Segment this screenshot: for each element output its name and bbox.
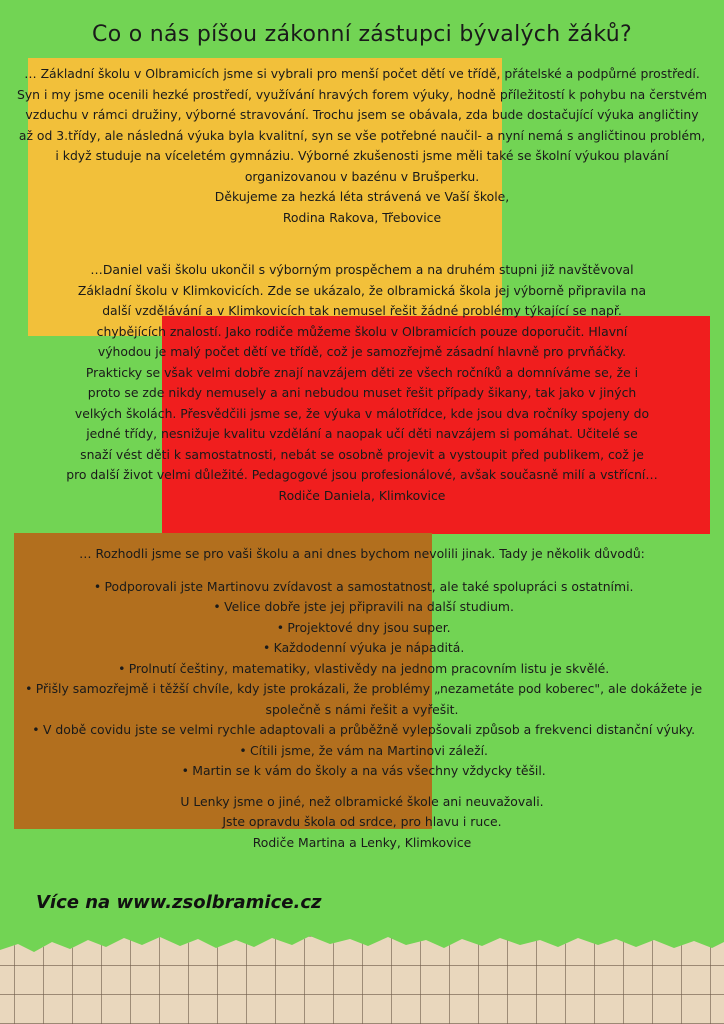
- list-item-text: Přišly samozřejmě i těžší chvíle, kdy jste prokázali, že problémy „nezametáte pod koberec", ale dokážete je společně s námi řešit a vyřešit.: [35, 681, 703, 717]
- bullet-icon: •: [263, 640, 271, 655]
- list-item-text: Velice dobře jste jej připravili na další studium.: [224, 599, 514, 614]
- text-line: Děkujeme za hezká léta strávená ve Vaší škole,: [214, 189, 510, 204]
- testimonial-martin-lenka: [4, 544, 720, 853]
- text-line: i když studuje na víceletém gymnáziu. Výborné zkušenosti jsme měli také se školní výukou plavání: [55, 148, 669, 163]
- intro-line: … Rozhodli jsme se pro vaši školu a ani dnes bychom nevolili jinak. Tady je několik důvodů:: [79, 546, 645, 561]
- website-link[interactable]: Více na www.zsolbramice.cz: [36, 892, 322, 913]
- text-line: …Daniel vaši školu ukončil s výborným prospěchem a na druhém stupni již navštěvoval: [90, 262, 634, 277]
- signature: Rodina Rakova, Třebovice: [282, 209, 442, 225]
- reasons-list: [4, 577, 720, 782]
- list-item-text: Cítili jsme, že vám na Martinovi záleží.: [250, 742, 488, 758]
- text-line: chybějících znalostí. Jako rodiče můžeme školu v Olbramicích pouze doporučit. Hlavní: [96, 323, 628, 339]
- bullet-icon: •: [25, 681, 33, 696]
- text-line: snaží vést děti k samostatnosti, nebát se osobně projevit a vystoupit před publikem, což je: [80, 446, 644, 462]
- bullet-icon: •: [181, 763, 189, 778]
- text-line: organizovanou v bazénu v Brušperku.: [244, 168, 480, 184]
- bullet-icon: •: [213, 599, 221, 614]
- bullet-icon: •: [239, 742, 247, 758]
- list-item-text: Projektové dny jsou super.: [287, 619, 451, 635]
- text-line: vzduchu v rámci družiny, výborné stravování. Trochu jsem se obávala, zda bude dostačující výuka angličtiny: [25, 107, 699, 122]
- list-item: [4, 618, 720, 639]
- list-item: [4, 679, 720, 720]
- list-item: [4, 720, 720, 741]
- list-item: [4, 597, 720, 618]
- signature: Rodiče Martina a Lenky, Klimkovice: [252, 834, 472, 850]
- list-item: [4, 577, 720, 598]
- bullet-icon: •: [32, 722, 40, 737]
- list-item: [4, 659, 720, 680]
- list-item-text: Martin se k vám do školy a na vás všechny vždycky těšil.: [192, 763, 546, 778]
- page-title: Co o nás píšou zákonní zástupci bývalých žáků?: [92, 22, 632, 47]
- list-item: [4, 761, 720, 782]
- bullet-icon: •: [93, 578, 102, 594]
- text-line: další vzdělávání a v Klimkovicích tak nemusel řešit žádné problémy týkající se např.: [102, 303, 622, 318]
- testimonial-rakova: [4, 64, 720, 228]
- bullet-icon: •: [276, 619, 285, 635]
- list-item-text: Podporovali jste Martinovu zvídavost a samostatnost, ale také spolupráci s ostatními.: [104, 578, 634, 594]
- text-line: U Lenky jsme o jiné, než olbramické škole ani neuvažovali.: [180, 793, 544, 809]
- text-line: Prakticky se však velmi dobře znají navzájem děti ze všech ročníků a domníváme se, že i: [85, 364, 639, 380]
- list-item-text: Prolnutí češtiny, matematiky, vlastivědy na jednom pracovním listu je skvělé.: [128, 660, 610, 676]
- text-line: proto se zde nikdy nemusely a ani nebudou muset řešit případy šikany, tak jako v jiných: [87, 385, 637, 400]
- text-line: Syn i my jsme ocenili hezké prostředí, využívání hravých forem výuky, hodně příležitostí k pohybu na čerstvém: [16, 86, 708, 102]
- text-line: velkých školách. Přesvědčili jsme se, že výuka v málotřídce, kde jsou dva ročníky spojeny do: [74, 405, 650, 421]
- list-item-text: V době covidu jste se velmi rychle adaptovali a průběžně vylepšovali způsob a frekvenci distanční výuky.: [42, 722, 696, 737]
- text-line: Základní školu v Klimkovicích. Zde se ukázalo, že olbramická škola jej výborně připravila na: [77, 282, 647, 298]
- list-item-text: Každodenní výuka je nápaditá.: [273, 640, 465, 655]
- bullet-icon: •: [118, 660, 126, 676]
- signature: Rodiče Daniela, Klimkovice: [278, 487, 446, 503]
- testimonial-daniel: [4, 260, 720, 506]
- text-line: až od 3.třídy, ale následná výuka byla kvalitní, syn se vše potřebné naučil- a nyní nemá s angličtinou problém,: [18, 127, 706, 143]
- list-item: [4, 741, 720, 762]
- text-line: … Základní školu v Olbramicích jsme si vybrali pro menší počet dětí ve třídě, přátelské a podpůrné prostředí.: [24, 66, 700, 81]
- text-line: výhodou je malý počet dětí ve třídě, což je samozřejmě zásadní hlavně pro prvňáčky.: [97, 344, 627, 359]
- list-item: [4, 638, 720, 659]
- text-line: Jste opravdu škola od srdce, pro hlavu i ruce.: [222, 814, 502, 829]
- text-line: pro další život velmi důležité. Pedagogové jsou profesionálové, avšak současně milí a vstřícní…: [66, 467, 658, 482]
- torn-paper-decoration: [0, 930, 724, 1024]
- text-line: jedné třídy, nesnižuje kvalitu vzdělání a naopak učí děti navzájem si pomáhat. Učitelé se: [86, 426, 638, 441]
